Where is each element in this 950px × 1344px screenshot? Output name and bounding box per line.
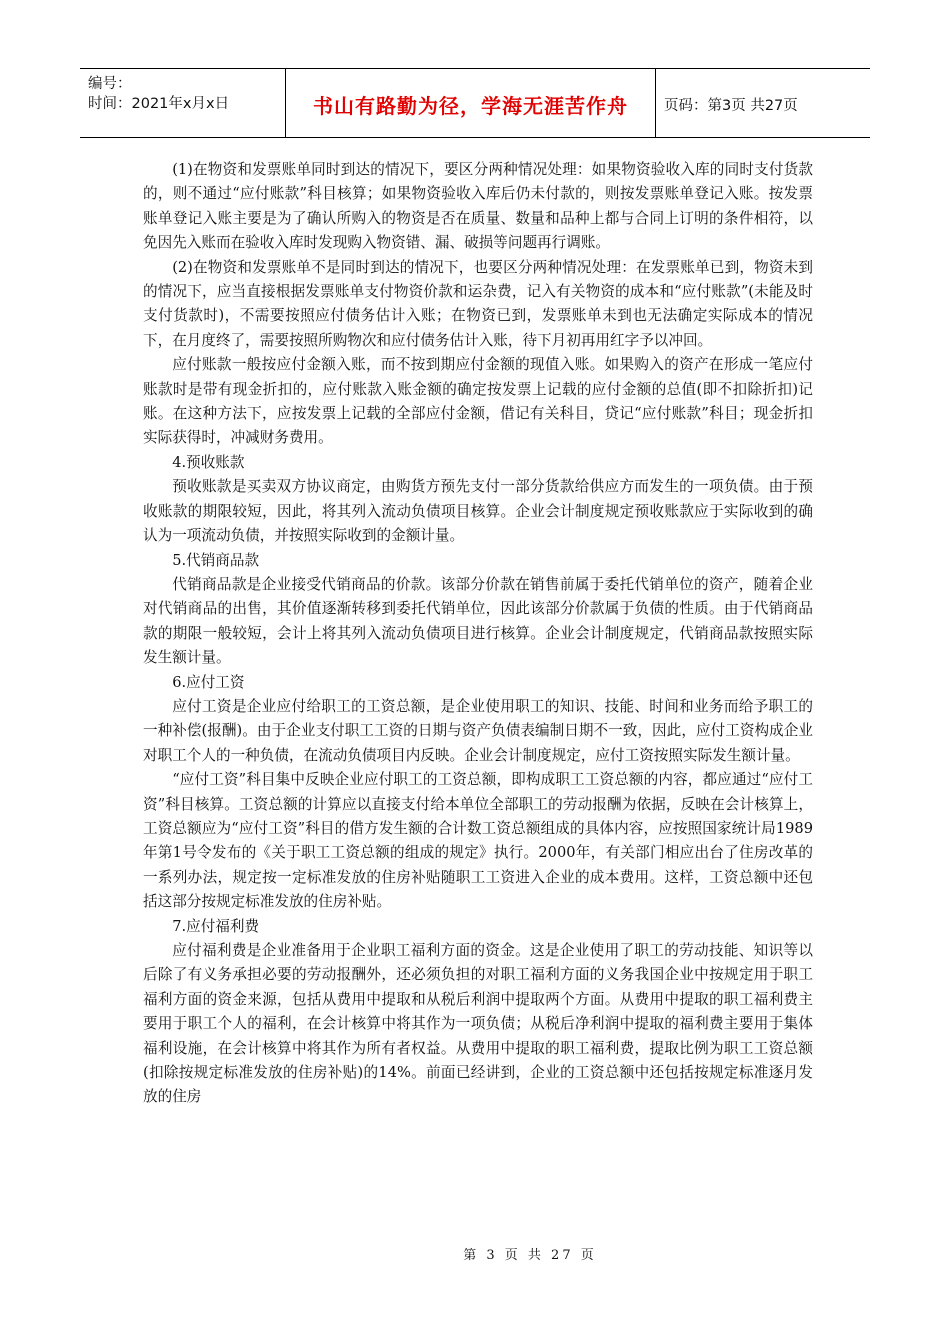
header-page-number: 页码：第3页 共27页 <box>664 97 798 114</box>
section-heading: 7.应付福利费 <box>172 917 260 935</box>
document-number-label: 编号： <box>88 76 132 92</box>
document-body <box>143 158 813 1110</box>
paragraph: 应付福利费是企业准备用于企业职工福利方面的资金。这是企业使用了职工的劳动技能、知识等以后除了有义务承担必要的劳动报酬外，还必须负担的对职工福利方面的义务我国企业中按规定用于职工福利方面的资金来源，包括从费用中提取和从税后利润中提取两个方面。从费用中提取的职工福利费主要用于职工个人的福利，在会计核算中将其作为一项负债；从税后净利润中提取的福利费主要用于集体福利设施，在会计核算中将其作为所有者权益。从费用中提取的职工福利费，提取比例为职工工资总额(扣除按规定标准发放的住房补贴)的14%。前面已经讲到，企业的工资总额中还包括按规定标准逐月发放的住房 <box>143 942 813 1106</box>
paragraph: 代销商品款是企业接受代销商品的价款。该部分价款在销售前属于委托代销单位的资产，随着企业对代销商品的出售，其价值逐渐转移到委托代销单位，因此该部分价款属于负债的性质。由于代销商品款的期限一般较短，会计上将其列入流动负债项目进行核算。企业会计制度规定，代销商品款按照实际发生额计量。 <box>143 575 813 667</box>
header-page-cell <box>656 69 870 137</box>
paragraph: 应付工资是企业应付给职工的工资总额，是企业使用职工的知识、技能、时间和业务而给予职工的一种补偿(报酬)。由于企业支付职工工资的日期与资产负债表编制日期不一致，因此，应付工资构成企业对职工个人的一种负债，在流动负债项目内反映。企业会计制度规定，应付工资按照实际发生额计量。 <box>143 697 813 764</box>
section-heading: 4.预收账款 <box>172 453 245 471</box>
section-heading: 6.应付工资 <box>172 673 245 691</box>
header-meta <box>80 69 286 137</box>
paragraph: 应付账款一般按应付金额入账，而不按到期应付金额的现值入账。如果购入的资产在形成一笔应付账款时是带有现金折扣的，应付账款入账金额的确定按发票上记载的应付金额的总值(即不扣除折扣)记账。在这种方法下，应按发票上记载的全部应付金额，借记有关科目，贷记“应付账款”科目；现金折扣实际获得时，冲减财务费用。 <box>143 356 813 447</box>
section-heading: 5.代销商品款 <box>172 551 260 569</box>
footer-page-number: 第 3 页 共 27 页 <box>463 1248 597 1263</box>
paragraph: (2)在物资和发票账单不是同时到达的情况下，也要区分两种情况处理：在发票账单已到，物资未到的情况下，应当直接根据发票账单支付物资价款和运杂费，记入有关物资的成本和“应付账款”(未能及时支付货款时)，不需要按照应付债务估计入账；在物资已到，发票账单未到也无法确定实际成本的情况下，在月度终了，需要按照所购物次和应付债务估计入账，待下月初再用红字予以冲回。 <box>143 258 813 349</box>
paragraph: 预收账款是买卖双方协议商定，由购货方预先支付一部分货款给供应方而发生的一项负债。由于预收账款的期限较短，因此，将其列入流动负债项目核算。企业会计制度规定预收账款应于实际收到的确认为一项流动负债，并按照实际收到的金额计量。 <box>143 478 813 545</box>
header-motto: 书山有路勤为径，学海无涯苦作舟 <box>313 93 628 118</box>
header-motto-cell <box>286 69 656 137</box>
paragraph: “应付工资”科目集中反映企业应付职工的工资总额，即构成职工工资总额的内容，都应通过“应付工资”科目核算。工资总额的计算应以直接支付给本单位全部职工的劳动报酬为依据，反映在会计核算上，工资总额应为“应付工资”科目的借方发生额的合计数工资总额组成的具体内容，应按照国家统计局1989年第1号令发布的《关于职工工资总额的组成的规定》执行。2000年，有关部门相应出台了住房改革的一系列办法，规定按一定标准发放的住房补贴随职工工资进入企业的成本费用。这样，工资总额中还包括这部分按规定标准发放的住房补贴。 <box>143 771 813 911</box>
paragraph: (1)在物资和发票账单同时到达的情况下，要区分两种情况处理：如果物资验收入库的同时支付货款的，则不通过“应付账款”科目核算；如果物资验收入库后仍未付款的，则按发票账单登记入账。按发票账单登记入账主要是为了确认所购入的物资是否在质量、数量和品种上都与合同上订明的条件相符，以免因先入账而在验收入库时发现购入物资错、漏、破损等问题再行调账。 <box>143 161 813 252</box>
page-footer <box>0 1244 950 1263</box>
document-time-label: 时间：2021年x月x日 <box>88 96 230 112</box>
page-header <box>80 68 870 138</box>
